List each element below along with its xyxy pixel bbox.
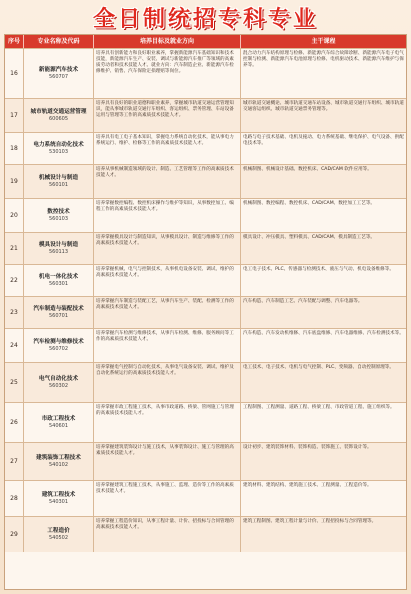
major-name: 新能源汽车技术 xyxy=(38,66,79,73)
header-goal: 培养目标及就业方向 xyxy=(94,35,241,48)
row-number: 28 xyxy=(5,481,24,516)
goal-text: 培养具有良好的职业道德和职业素养，掌握城市轨道交通运营管理知识，能从事城市轨道交通行车组织、客运组织、票务管理、车站设备运用与管理等工作的高素质技术技能人才。 xyxy=(94,99,241,132)
major-name: 汽车检测与维修技术 xyxy=(33,338,84,345)
major-code: 560101 xyxy=(48,181,69,188)
table-row xyxy=(5,98,406,132)
row-number: 25 xyxy=(5,363,24,402)
major-name: 建筑工程技术 xyxy=(41,491,76,498)
major-code: 560103 xyxy=(48,215,69,222)
major-name: 市政工程技术 xyxy=(41,415,76,422)
major-cell xyxy=(24,199,94,232)
table-row xyxy=(5,480,406,516)
major-cell xyxy=(24,363,94,402)
row-number: 20 xyxy=(5,199,24,232)
goal-text: 培养掌握汽车检测与维修技术，从事汽车检测、维修、服务顾问等工作的高素质技术技能人才。 xyxy=(94,329,241,362)
table-row xyxy=(5,516,406,552)
row-number: 24 xyxy=(5,329,24,362)
major-name: 工程造价 xyxy=(47,527,70,534)
major-cell xyxy=(24,233,94,264)
majors-table xyxy=(4,34,407,590)
row-number: 21 xyxy=(5,233,24,264)
major-code: 560113 xyxy=(48,248,69,255)
goal-text: 培养掌握汽车制造与装配工艺，从事汽车生产、装配、检测等工作的高素质技术技能人才。 xyxy=(94,297,241,328)
goal-text: 培养掌握模具设计与制造知识，从事模具设计、制造与维修等工作的高素质技术技能人才。 xyxy=(94,233,241,264)
page-header xyxy=(0,0,411,34)
goal-text: 培养掌握建筑工程施工技术，从事施工、监理、造价等工作的高素质技术技能人才。 xyxy=(94,481,241,516)
courses-text: 城市轨道交通概论、城市轨道交通车站设备、城市轨道交通行车组织、城市轨道交通客运组织、城市轨道交通票务管理等。 xyxy=(243,101,404,112)
major-name: 机电一体化技术 xyxy=(38,273,79,280)
major-cell xyxy=(24,329,94,362)
row-number: 29 xyxy=(5,517,24,552)
major-name: 数控技术 xyxy=(47,208,70,215)
table-row xyxy=(5,198,406,232)
table-row xyxy=(5,48,406,98)
major-code: 540502 xyxy=(48,534,69,541)
courses-text: 汽车构造、汽车制造工艺、汽车装配与调整、汽车电器等。 xyxy=(243,299,363,304)
header-no: 序号 xyxy=(5,35,24,48)
row-number: 27 xyxy=(5,443,24,480)
goal-text: 培养掌握数控编程、数控机床操作与维护等知识，从事数控加工、编程工作的高素质技术技能人才。 xyxy=(94,199,241,232)
major-cell xyxy=(24,133,94,164)
goal-text: 培养掌握市政工程施工技术，从事市政道路、桥梁、管网施工与管理的高素质技术技能人才。 xyxy=(94,403,241,442)
courses-text: 电路与电子技术基础、电机及拖动、电力系统基础、继电保护、电气设备、供配电技术等。 xyxy=(243,135,404,146)
table-header xyxy=(5,35,406,48)
courses-text: 模具设计、冲压模具、塑料模具、CAD/CAM、模具制造工艺等。 xyxy=(243,235,376,240)
courses-text: 电工电子技术、PLC、传感器与检测技术、液压与气动、机电设备维修等。 xyxy=(243,267,394,272)
table-row xyxy=(5,402,406,442)
row-number: 26 xyxy=(5,403,24,442)
row-number: 18 xyxy=(5,133,24,164)
courses-text: 混合动力汽车结构原理与检修、新能源汽车综合故障诊断、新能源汽车电子电气控制与检测、新能源汽车电池原理与检修、电机驱动技术、新能源汽车维护与保养等。 xyxy=(243,51,404,68)
major-code: 600605 xyxy=(48,115,69,122)
table-row xyxy=(5,362,406,402)
major-code: 560302 xyxy=(48,382,69,389)
major-name: 电力系统自动化技术 xyxy=(33,141,84,148)
table-row xyxy=(5,132,406,164)
goal-text: 培养具有电工电子基本知识，掌握电力系统自动化技术，能从事电力系统运行、维护、检修等工作的高素质技术技能人才。 xyxy=(94,133,241,164)
major-code: 540601 xyxy=(48,422,69,429)
courses-text: 建筑工程制图、建筑工程计量与计价、工程招投标与合同管理等。 xyxy=(243,519,377,524)
header-courses: 主干课程 xyxy=(311,38,336,45)
table-body xyxy=(5,48,406,552)
goal-text: 培养掌握机械、电气与控制技术，从事机电设备安装、调试、维护的高素质技术技能人才。 xyxy=(94,265,241,296)
row-number: 22 xyxy=(5,265,24,296)
row-number: 17 xyxy=(5,99,24,132)
major-cell xyxy=(24,165,94,198)
table-row xyxy=(5,232,406,264)
goal-text: 培养从事机械制造领域的设计、制造、工艺管理等工作的高素质技术技能人才。 xyxy=(94,165,241,198)
major-cell xyxy=(24,99,94,132)
major-cell xyxy=(24,297,94,328)
table-row xyxy=(5,264,406,296)
goal-text: 培养掌握建筑装饰设计与施工技术，从事装饰设计、施工与管理的高素质技术技能人才。 xyxy=(94,443,241,480)
courses-text: 工程制图、工程测量、道路工程、桥梁工程、市政管道工程、施工组织等。 xyxy=(243,405,395,410)
courses-text: 电工技术、电子技术、电机与电气控制、PLC、变频器、自动控制原理等。 xyxy=(243,365,394,370)
table-row xyxy=(5,296,406,328)
major-cell xyxy=(24,265,94,296)
major-code: 560702 xyxy=(48,345,69,352)
major-name: 模具设计与制造 xyxy=(38,241,79,248)
major-name: 电气自动化技术 xyxy=(38,375,79,382)
table-row xyxy=(5,328,406,362)
row-number: 19 xyxy=(5,165,24,198)
header-major: 专业名称及代码 xyxy=(24,35,94,48)
major-code: 560701 xyxy=(48,312,69,319)
major-cell xyxy=(24,443,94,480)
courses-text: 汽车构造、汽车发动机维修、汽车底盘维修、汽车电器维修、汽车检测技术等。 xyxy=(243,331,404,336)
table-row xyxy=(5,442,406,480)
courses-text: 建筑材料、建筑结构、建筑施工技术、工程测量、工程造价等。 xyxy=(243,483,372,488)
major-cell xyxy=(24,517,94,552)
page-title: 全日制统招专科专业 xyxy=(92,6,318,32)
major-name: 城市轨道交通运营管理 xyxy=(30,108,87,115)
major-code: 540102 xyxy=(48,461,69,468)
major-code: 530103 xyxy=(48,148,69,155)
goal-text: 培养具有创新能力和良好职业素养，掌握新能源汽车基础知识和技术技能，新能源汽车生产、安装、调试与新能源汽车推广等领域的高素质劳动者和技术技能人才。就业方向：汽车制造企业、新能源汽车检修维护、销售、汽车保险定损理赔等岗位。 xyxy=(94,49,241,98)
table-row xyxy=(5,164,406,198)
major-code: 560707 xyxy=(48,73,69,80)
major-cell xyxy=(24,481,94,516)
major-code: 560301 xyxy=(48,280,69,287)
goal-text: 培养掌握电气控制与自动化技术，从事电气设备安装、调试、维护及自动化系统运行的高素质技术技能人才。 xyxy=(94,363,241,402)
courses-text: 设计初步、建筑装饰材料、装饰构造、装饰施工、装饰设计等。 xyxy=(243,445,372,450)
goal-text: 培养掌握工程造价知识，从事工程计量、计价、招投标与合同管理的高素质技术技能人才。 xyxy=(94,517,241,552)
row-number: 16 xyxy=(5,49,24,98)
major-name: 建筑装饰工程技术 xyxy=(36,454,81,461)
major-cell xyxy=(24,49,94,98)
major-name: 机械设计与制造 xyxy=(38,174,79,181)
major-cell xyxy=(24,403,94,442)
major-name: 汽车制造与装配技术 xyxy=(33,305,84,312)
row-number: 23 xyxy=(5,297,24,328)
major-code: 540301 xyxy=(48,498,69,505)
courses-text: 机械制图、数控编程、数控机床、CAD/CAM、数控加工工艺等。 xyxy=(243,201,376,206)
courses-text: 机械制图、机械设计基础、数控机床、CAD/CAM 软件应用等。 xyxy=(243,167,372,172)
